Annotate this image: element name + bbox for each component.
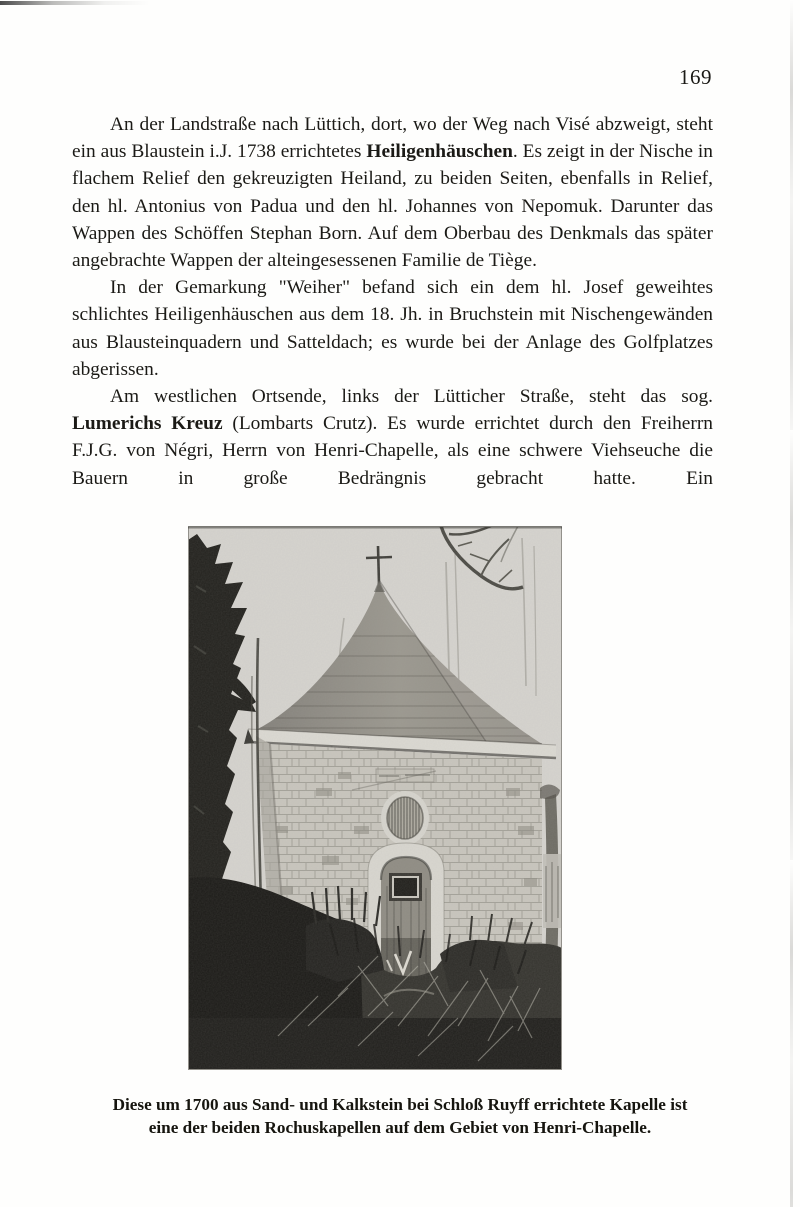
bold-term-heiligenhaeuschen: Heiligenhäuschen [366,141,513,163]
photo-caption [70,1093,730,1139]
paragraph-lumerichs-kreuz [72,383,713,492]
photo-grain [188,526,562,1070]
chapel-photo-graphic [188,526,562,1070]
paragraph-weiher [72,274,713,383]
scan-artifact-streak [0,1,150,5]
text-run: (Lombarts Crutz). Es wurde errichtet durch den Freiherrn F.J.G. von Négri, Herrn von Henri-Chapelle, als eine schwere Viehseuche die Bauern in große Bedrängnis gebracht hatte. Ein [72,413,713,489]
bold-term-lumerichs-kreuz: Lumerichs Kreuz [72,413,223,435]
text-run: An der Landstraße nach Lüttich, dort, wo der Weg nach Visé abzweigt, steht ein aus Blaustein i.J. 1738 errichtetes [72,114,713,163]
text-run: In der Gemarkung "Weiher" befand sich ein dem hl. Josef geweihtes schlichtes Heiligenhäuschen aus dem 18. Jh. in Bruchstein mit Nischengewänden aus Blausteinquadern und Satteldach; es wurde bei der Anlage des Golfplatzes abgerissen. [72,277,713,380]
paragraph-heiligenhaeuschen [72,111,713,274]
text-run: . Es zeigt in der Nische in flachem Relief den gekreuzigten Heiland, zu beiden Seiten, ebenfalls in Relief, den hl. Antonius von Padua und den hl. Johannes von Nepomuk. Darunter das Wappen des Schöffen Stephan Born. Auf dem Oberbau des Denkmals das später angebrachte Wappen der alteingesessenen Familie de Tiège. [72,141,713,272]
text-run: Am westlichen Ortsende, links der Lütticher Straße, steht das sog. [110,386,713,408]
page-number: 169 [679,65,712,89]
photo-caption-line2: eine der beiden Rochuskapellen auf dem Gebiet von Henri-Chapelle. [148,1118,652,1137]
chapel-photo [188,526,562,1070]
scan-page-edge [790,0,793,1207]
body-text [72,111,713,492]
photo-caption-line1: Diese um 1700 aus Sand- und Kalkstein bei Schloß Ruyff errichtete Kapelle ist [112,1095,688,1114]
